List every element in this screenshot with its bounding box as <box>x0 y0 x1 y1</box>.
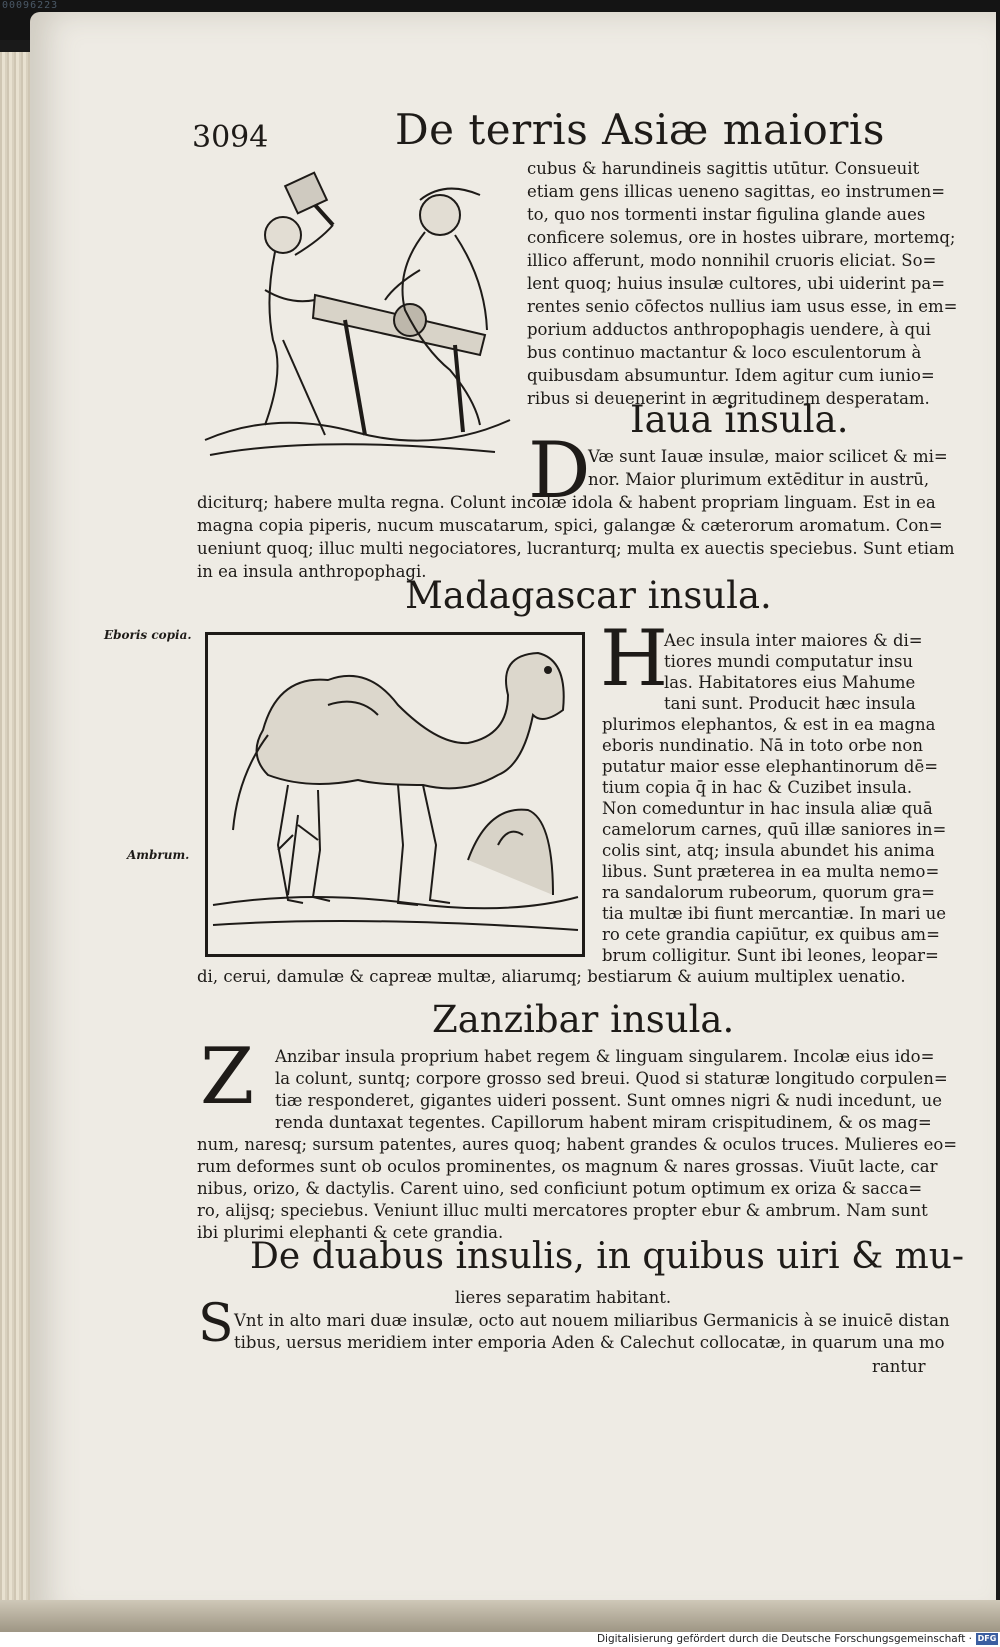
anthropophagi-line-7: rentes senio cōfectos nullius iam usus esse, in em= <box>527 297 958 316</box>
madagascar-line-15: ro cete grandia capiūtur, ex quibus am= <box>602 925 940 944</box>
madagascar-line-4: tani sunt. Producit hæc insula <box>664 694 916 713</box>
scan-id: 00096223 <box>2 0 59 11</box>
iaua-line-3: diciturq; habere multa regna. Colunt incolæ idola & habent propriam linguam. Est in ea <box>197 493 936 512</box>
zanzibar-line-1: Anzibar insula proprium habet regem & linguam singularem. Incolæ eius ido= <box>275 1047 935 1066</box>
footer-credit: Digitalisierung gefördert durch die Deutsche Forschungsgemeinschaft · <box>596 1633 972 1645</box>
anthropophagi-line-1: cubus & harundineis sagittis utūtur. Consueuit <box>527 159 920 178</box>
running-head: De terris Asiæ maioris <box>395 105 885 154</box>
madagascar-line-3: las. Habitatores eius Mahume <box>664 673 916 692</box>
zanzibar-line-3: tiæ responderet, gigantes uideri possent. Sunt omnes nigri & nudi incedunt, ue <box>275 1091 943 1110</box>
zanzibar-line-6: rum deformes sunt ob oculos prominentes, os magnum & nares grossas. Viuūt lacte, car <box>197 1157 938 1176</box>
anthropophagi-line-3: to, quo nos tormenti instar figulina glande aues <box>527 205 926 224</box>
anthropophagi-line-11: ribus si deuenerint in ægritudinem desperatam. <box>527 389 930 408</box>
madagascar-line-13: ra sandalorum rubeorum, quorum gra= <box>602 883 935 902</box>
madagascar-line-10: camelorum carnes, quū illæ saniores in= <box>602 820 947 839</box>
anthropophagi-line-6: lent quoq; huius insulæ cultores, ubi uiderint pa= <box>527 274 946 293</box>
madagascar-line-2: tiores mundi computatur insu <box>664 652 914 671</box>
zanzibar-line-9: ibi plurimi elephanti & cete grandia. <box>197 1223 504 1242</box>
iaua-line-4: magna copia piperis, nucum muscatarum, spici, galangæ & cæterorum aromatum. Con= <box>197 516 943 535</box>
heading-madagascar: Madagascar insula. <box>405 574 772 617</box>
drop-cap-h: H <box>600 614 669 704</box>
dfg-logo: DFG <box>977 1634 997 1643</box>
anthropophagi-line-9: bus continuo mactantur & loco esculentorum à <box>527 343 922 362</box>
zanzibar-line-2: la colunt, suntq; corpore grosso sed breui. Quod si staturæ longitudo corpulen= <box>275 1069 948 1088</box>
madagascar-line-5: plurimos elephantos, & est in ea magna <box>602 715 936 734</box>
zanzibar-line-5: num, naresq; sursum patentes, aures quoq; habent grandes & oculos truces. Mulieres eo= <box>197 1135 958 1154</box>
margin-note-ambrum: Ambrum. <box>127 848 190 862</box>
drop-cap-z: Z <box>200 1032 255 1122</box>
madagascar-line-11: colis sint, atq; insula abundet his anima <box>602 841 935 860</box>
iaua-line-2: nor. Maior plurimum extēditur in austrū, <box>588 470 930 489</box>
iaua-line-5: ueniunt quoq; illuc multi negociatores, lucranturq; multa ex auectis speciebus. Sunt etiam <box>197 539 955 558</box>
heading-duabus-line-1: De duabus insulis, in quibus uiri & mu- <box>250 1236 965 1277</box>
duabus-line-1: Vnt in alto mari duæ insulæ, octo aut nouem miliaribus Germanicis à se inuicē distan <box>234 1311 950 1330</box>
anthropophagi-line-10: quibusdam absumuntur. Idem agitur cum iunio= <box>527 366 935 385</box>
madagascar-line-16: brum colligitur. Sunt ibi leones, leopar= <box>602 946 939 965</box>
duabus-line-2: tibus, uersus meridiem inter emporia Aden & Calechut collocatæ, in quarum una mo <box>234 1333 945 1352</box>
anthropophagi-line-4: conficere solemus, ore in hostes uibrare, mortemq; <box>527 228 956 247</box>
zanzibar-line-7: nibus, orizo, & dactylis. Carent uino, sed conficiunt potum optimum ex oriza & sacca= <box>197 1179 923 1198</box>
zanzibar-line-4: renda duntaxat tegentes. Capillorum habent miram crispitudinem, & os mag= <box>275 1113 932 1132</box>
anthropophagi-line-8: porium adductos anthropophagis uendere, à qui <box>527 320 931 339</box>
madagascar-line-14: tia multæ ibi fiunt mercantiæ. In mari ue <box>602 904 947 923</box>
iaua-line-1: Væ sunt Iauæ insulæ, maior scilicet & mi= <box>588 447 948 466</box>
madagascar-line-17: di, cerui, damulæ & capreæ multæ, aliarumq; bestiarum & auium multiplex uenatio. <box>197 967 906 986</box>
duabus-line-3: rantur <box>872 1357 926 1376</box>
madagascar-line-12: libus. Sunt præterea in ea multa nemo= <box>602 862 940 881</box>
zanzibar-line-8: ro, alijsq; speciebus. Veniunt illuc multi mercatores propter ebur & ambrum. Nam sunt <box>197 1201 928 1220</box>
heading-zanzibar: Zanzibar insula. <box>432 998 735 1041</box>
madagascar-line-7: putatur maior esse elephantinorum dē= <box>602 757 939 776</box>
madagascar-line-6: eboris nundinatio. Nā in toto orbe non <box>602 736 923 755</box>
margin-note-eboris: Eboris copia. <box>104 628 192 642</box>
heading-iaua: Iaua insula. <box>630 398 849 441</box>
drop-cap-s: S <box>198 1294 234 1354</box>
woodcut-butchering-illustration <box>195 170 517 470</box>
page-bottom-edge <box>0 1600 1000 1632</box>
folio-number: 3094 <box>192 120 269 155</box>
madagascar-line-1: Aec insula inter maiores & di= <box>664 631 923 650</box>
anthropophagi-line-2: etiam gens illicas ueneno sagittas, eo instrumen= <box>527 182 946 201</box>
iaua-line-6: in ea insula anthropophagi. <box>197 562 427 581</box>
heading-duabus-line-2: lieres separatim habitant. <box>455 1288 672 1307</box>
madagascar-line-9: Non comeduntur in hac insula aliæ quā <box>602 799 933 818</box>
woodcut-camel-illustration <box>205 632 585 957</box>
drop-cap-d: D <box>528 426 591 516</box>
madagascar-line-8: tium copia q̄ in hac & Cuzibet insula. <box>602 778 913 797</box>
anthropophagi-line-5: illico afferunt, modo nonnihil cruoris eliciat. So= <box>527 251 937 270</box>
digitization-footer <box>0 1632 1000 1647</box>
